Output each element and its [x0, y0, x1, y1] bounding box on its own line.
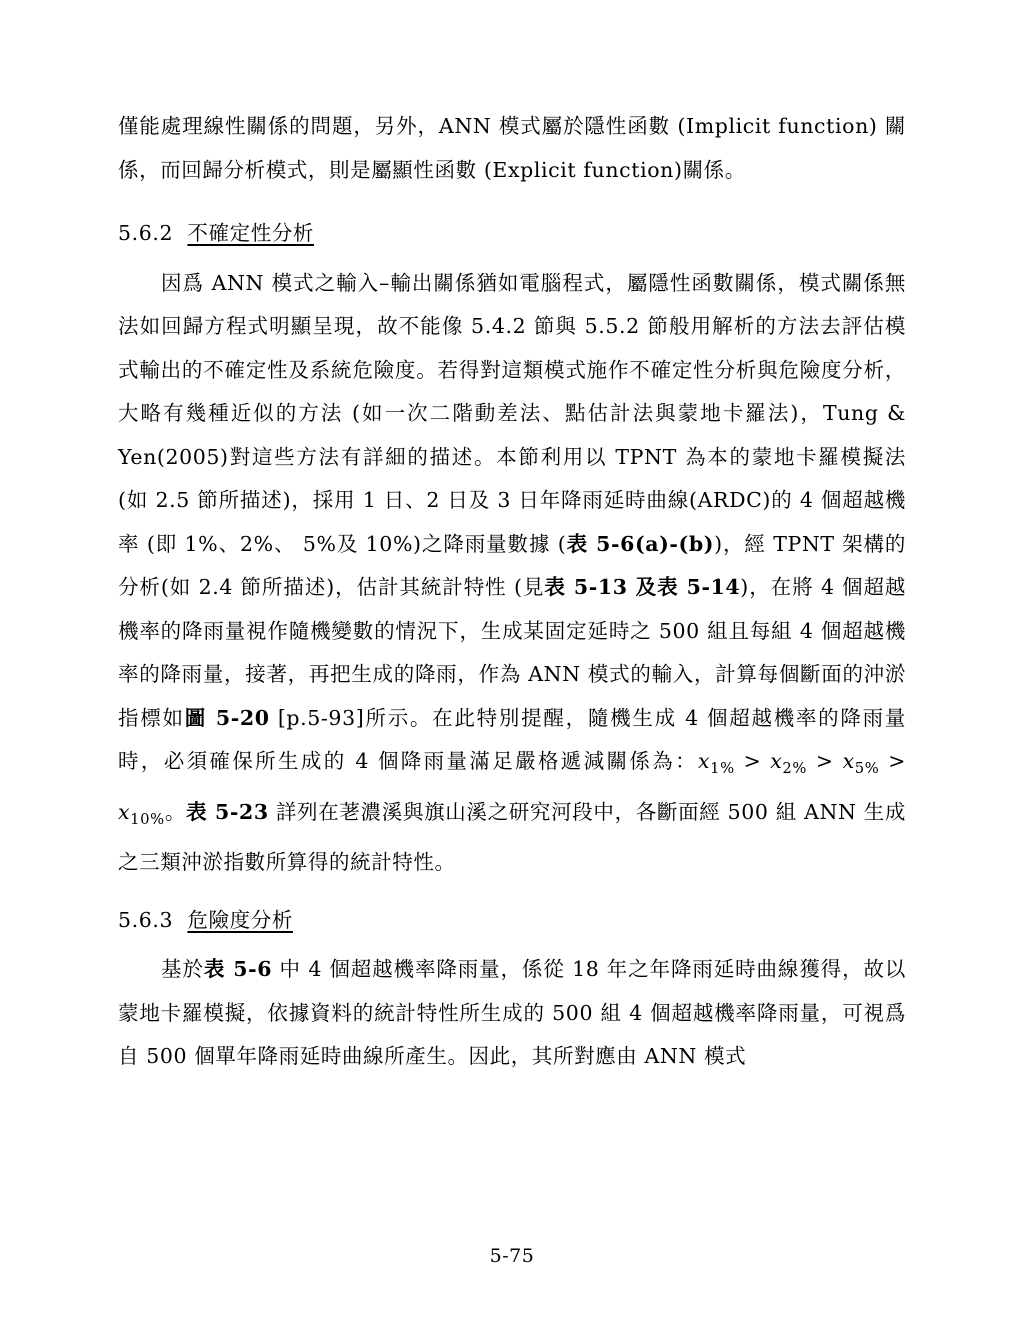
table-reference-5-13-5-14: 表 5-13 及表 5-14 — [544, 575, 741, 599]
formula-op-1: > — [734, 749, 771, 773]
formula-var-4: x — [118, 799, 131, 824]
table-reference-5-23: 表 5-23 — [186, 799, 269, 824]
text-run-4: [p.5-93]所示。在此特別提醒，隨機生成 4 個超越機率的降雨量時，必須確保所生成的 4 個降雨量滿足嚴格遞減關係為： — [118, 705, 906, 773]
formula-var-3: x — [842, 749, 855, 773]
text-run-7: 基於 — [161, 957, 204, 982]
page-number-footer: 5-75 — [489, 1245, 535, 1267]
formula-sub-3: 5% — [854, 760, 880, 778]
text-run-8: 中 4 個超越機率降雨量，係從 18 年之年降雨延時曲線獲得，故以蒙地卡羅模擬，依據資料的統計特性所生成的 500 組 4 個超越機率降雨量，可視爲自 500 個單年降雨延時曲線所產生。因此，其所對應由 ANN 模式 — [118, 957, 906, 1069]
formula-op-3: > — [879, 749, 906, 773]
paragraph-5-6-2-body — [118, 262, 906, 885]
formula-var-2: x — [770, 749, 783, 773]
formula-var-1: x — [697, 749, 711, 773]
paragraph-5-6-3-body — [118, 948, 906, 1079]
section-heading-5-6-2 — [118, 212, 906, 256]
figure-reference-5-20: 圖 5-20 — [184, 705, 270, 730]
table-reference-5-6: 表 5-6(a)-(b) — [566, 531, 715, 556]
section-title: 危險度分析 — [187, 907, 293, 932]
table-reference-5-6b: 表 5-6 — [203, 957, 273, 982]
text-run-1: 因爲 ANN 模式之輸入–輸出關係猶如電腦程式，屬隱性函數關係，模式關係無法如回歸方程式明顯呈現，故不能像 5.4.2 節與 5.5.2 節般用解析的方法去評估模式輸出的不確定性及系統危險度。若得對這類模式施作不確定性分析與危險度分析，大略有幾種近似的方法 (如一次二階動差法、點估計法與蒙地卡羅法)，Tung & Yen(2005)對這些方法有詳細的描述。本節利用以 TPNT 為本的蒙地卡羅模擬法 (如 2.5 節所描述)，採用 1 日、2 日及 3 日年降雨延時曲線(ARDC)的 4 個超越機率 (即 1%、2%、 5%及 10%)之降雨量數據 ( — [118, 270, 906, 556]
formula-sub-4: 10% — [130, 810, 165, 828]
text-run-5: 。 — [164, 799, 187, 824]
formula-sub-1: 1% — [710, 760, 735, 778]
section-title: 不確定性分析 — [187, 221, 315, 245]
section-heading-5-6-3 — [118, 899, 906, 943]
section-number: 5.6.2 — [118, 221, 174, 245]
section-number: 5.6.3 — [118, 907, 174, 932]
text-run-3: )，在將 4 個超越機率的降雨量視作隨機變數的情況下，生成某固定延時之 500 組且每組 4 個超越機率的降雨量，接著，再把生成的降雨，作為 ANN 模式的輸入，計算每個斷面的沖淤指標如 — [118, 575, 906, 730]
text-run-2: )，經 TPNT 架構的分析(如 2.4 節所描述)，估計其統計特性 (見 — [118, 531, 907, 599]
formula-op-2: > — [807, 749, 843, 773]
formula-sub-2: 2% — [782, 760, 808, 778]
paragraph-intro: 僅能處理線性關係的問題，另外，ANN 模式屬於隱性函數 (Implicit function) 關係，而回歸分析模式，則是屬顯性函數 (Explicit function)關係。 — [118, 114, 906, 182]
text-run-6: 詳列在荖濃溪與旗山溪之研究河段中，各斷面經 500 組 ANN 生成之三類沖淤指數所算得的統計特性。 — [118, 799, 907, 875]
